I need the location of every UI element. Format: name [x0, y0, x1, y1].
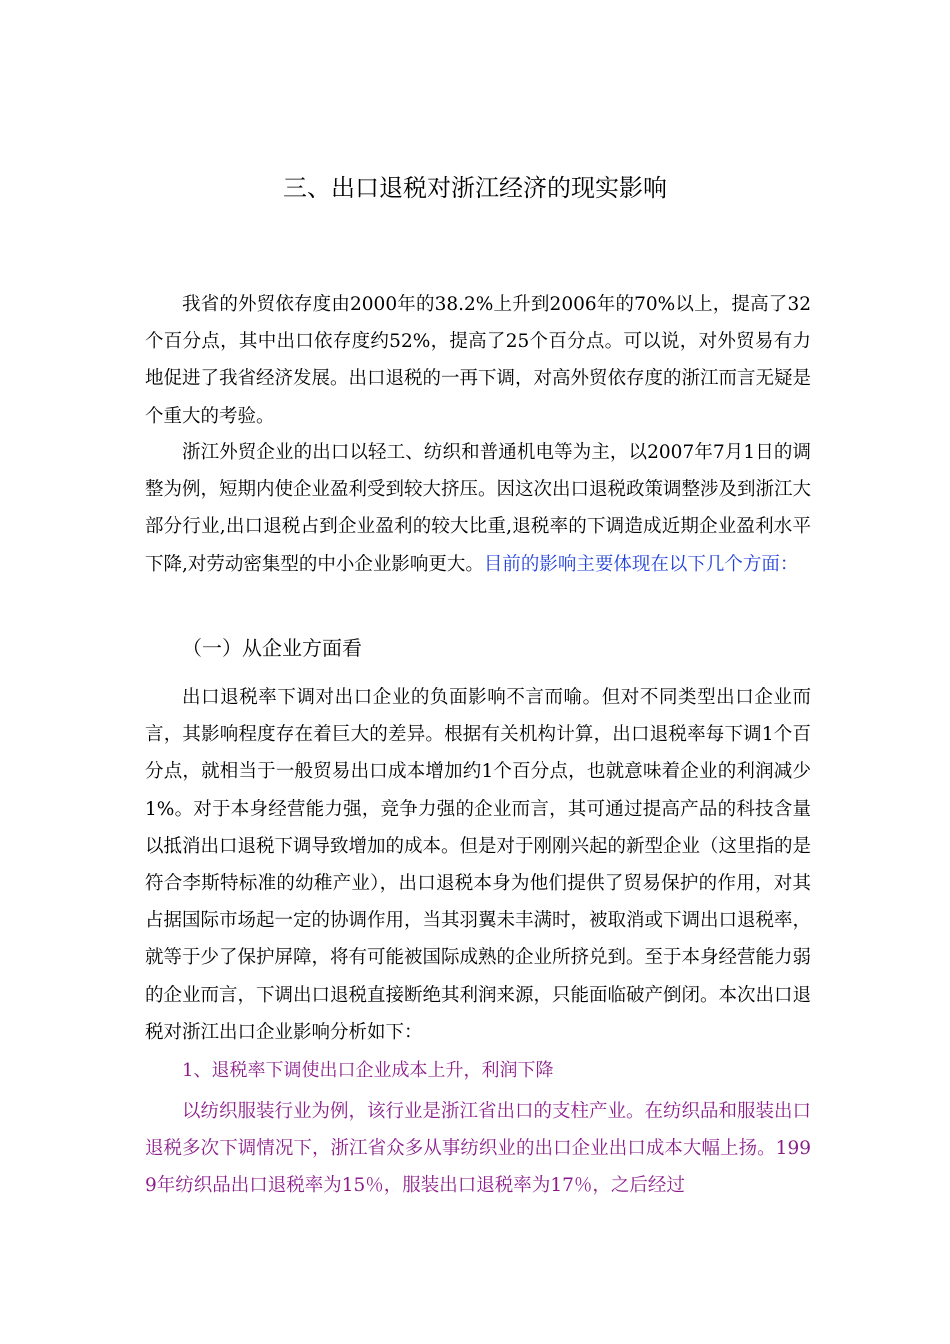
paragraph-enterprise-impact: 出口退税率下调对出口企业的负面影响不言而喻。但对不同类型出口企业而言，其影响程度存在着巨大的差异。根据有关机构计算，出口退税率每下调1个百分点，就相当于一般贸易出口成本增加约1个百分点，也就意味着企业的利润减少1%。对于本身经营能力强，竞争力强的企业而言，其可通过提高产品的科技含量以抵消出口退税下调导致增加的成本。但是对于刚刚兴起的新型企业（这里指的是符合李斯特标准的幼稚产业），出口退税本身为他们提供了贸易保护的作用，对其占据国际市场起一定的协调作用，当其羽翼未丰满时，被取消或下调出口退税率，就等于少了保护屏障，将有可能被国际成熟的企业所挤兑到。至于本身经营能力弱的企业而言，下调出口退税直接断绝其利润来源，只能面临破产倒闭。本次出口退税对浙江出口企业影响分析如下： [145, 687, 812, 1043]
paragraph-export-structure-text: 浙江外贸企业的出口以轻工、纺织和普通机电等为主，以2007年7月1日的调整为例，短期内使企业盈利受到较大挤压。因这次出口退税政策调整涉及到浙江大部分行业,出口退税占到企业盈利的较大比重,退税率的下调造成近期企业盈利水平下降,对劳动密集型的中小企业影响更大。 [145, 442, 812, 575]
highlight-text-blue: 目前的影响主要体现在以下几个方面： [483, 553, 799, 575]
document-title: 三、出口退税对浙江经济的现实影响 [283, 174, 667, 202]
paragraph-textile-example: 以纺织服装行业为例，该行业是浙江省出口的支柱产业。在纺织品和服装出口退税多次下调情况下，浙江省众多从事纺织业的出口企业出口成本大幅上扬。1999年纺织品出口退税率为15％，服装出口退税率为17％，之后经过 [145, 1101, 812, 1197]
paragraph-trade-dependence: 我省的外贸依存度由2000年的38.2%上升到2006年的70%以上，提高了32个百分点，其中出口依存度约52%，提高了25个百分点。可以说，对外贸易有力地促进了我省经济发展。出口退税的一再下调，对高外贸依存度的浙江而言无疑是个重大的考验。 [145, 294, 812, 427]
item-heading-cost-rise: 1、退税率下调使出口企业成本上升，利润下降 [182, 1060, 554, 1081]
section-heading-enterprise: （一）从企业方面看 [182, 636, 362, 660]
paragraph-export-structure [145, 434, 811, 583]
